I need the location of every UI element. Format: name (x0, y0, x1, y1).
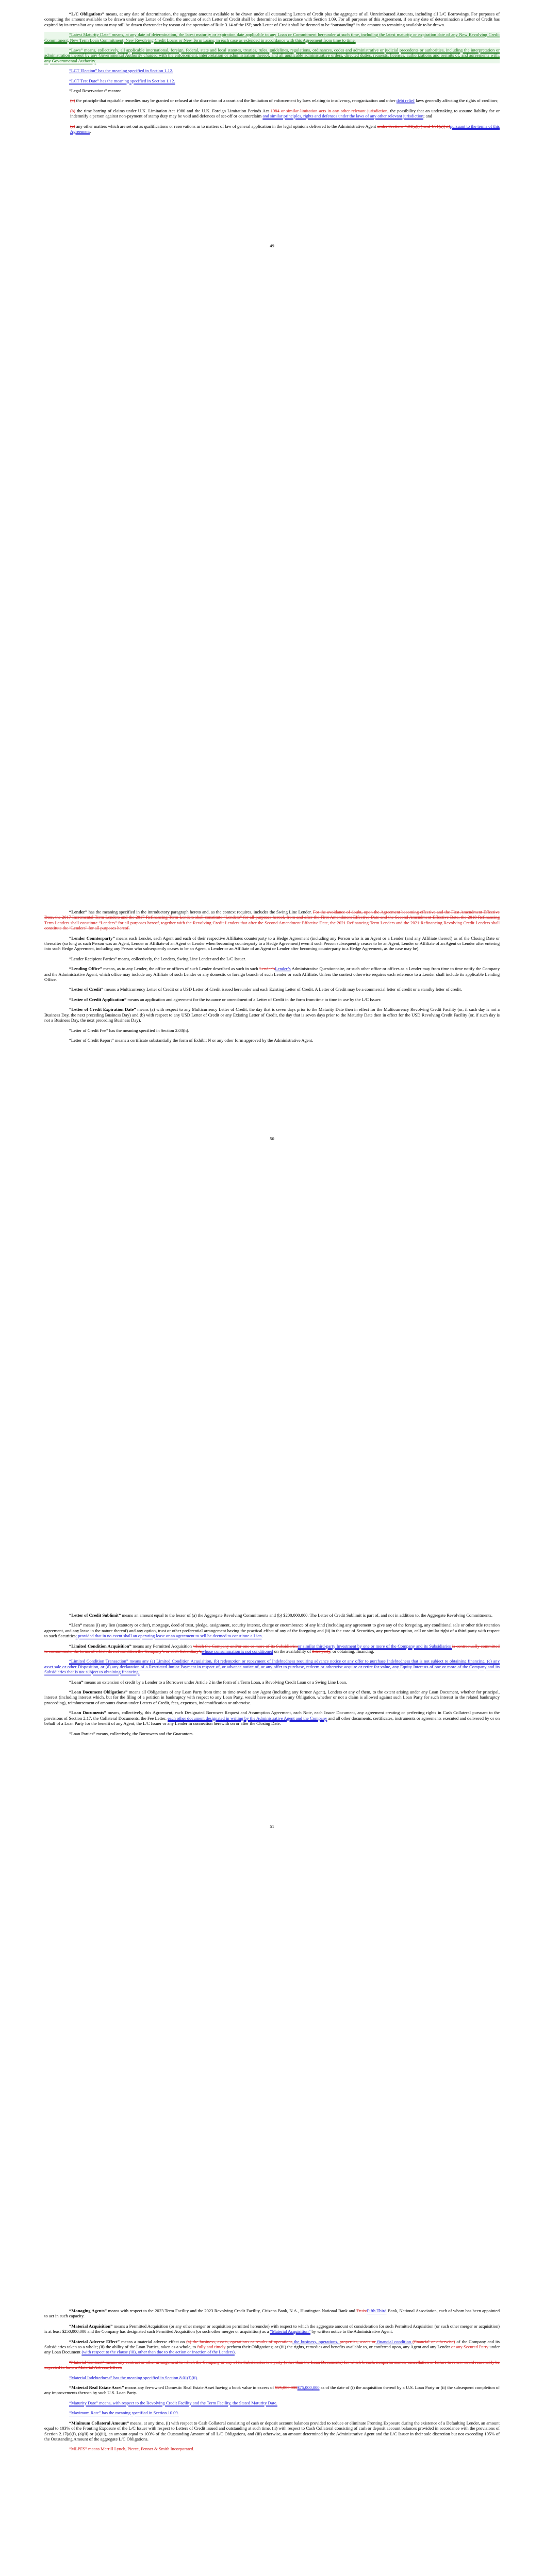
clause-text: ; and (423, 113, 432, 119)
deleted-text: For the avoidance of doubt, upon the Agreement becoming effective and the First Amendment Effective Date, the 2017 Incremental Term Lenders and the 2017 Refinancing Term Lenders shall constitute “Lenders” for all purposes hereof, from and after the First Amendment Effective Date and the Second Amendment Effective Date, the 2018 Refinancing Term Lenders shall constitute “Lenders” for all purposes hereof, together with the Revolving Credit Lenders that after the Second Amendment Effective Date, the 2021 Refinancing Term Lenders and the 2021 Refinancing Revolving Credit Lenders shall constitute the “Lenders” for all purposes hereof. (44, 909, 500, 931)
definition-letter-of-credit-sublimit (44, 1613, 500, 1618)
definition-text: means, at any date of determination, the aggregate amount available to be drawn under all outstanding Letters of Credit plus the aggregate of all Unreimbursed Amounts, including all L/C Borrowings. For purposes of computing the amount available to be drawn under any Letter of Credit, the amount of such Letter of Credit shall be determined in accordance with Section 1.09. For all purposes of this Agreement, if on any date of determination a Letter of Credit has expired by its terms but any amount may still be drawn thereunder by reason of the operation of Rule 3.14 of the ISP, such Letter of Credit shall be deemed to be “outstanding” in the amount so remaining available to be drawn. (44, 11, 500, 27)
clause-text: the principle that equitable remedies may be granted or refused at the discretion of a court and the limitation of enforcement by laws relating to insolvency, reorganization and other (75, 98, 397, 104)
definition-text: means an extension of credit by a Lender to a Borrower under Article 2 in the form of a Term Loan, a Revolving Credit Loan or a Swing Line Loan. (83, 1679, 348, 1685)
definition-legal-reservations (44, 88, 500, 93)
definition-text: . (234, 2349, 236, 2355)
definition-text: as of the date of (i) the acquisition thereof by a U.S. Loan Party or (ii) the subsequent completion of any improvements thereon by such U.S. Loan Party. (44, 2385, 500, 2396)
definition-loan-parties (44, 1731, 500, 1736)
definition-lc-obligations (44, 11, 500, 27)
definition-material-real-estate-asset (44, 2385, 500, 2396)
clause-text: . (90, 129, 91, 134)
inserted-text: “Limited Condition Transaction” means any (a) Limited Condition Acquisition, (b) redemption or repayment of Indebtedness requiring advance notice or any offer to purchase Indebtedness that is not subject to obtaining financing, (c) any asset sale or other Disposition, or (d) any declaration of a Restricted Junior Payment in respect of, or advance notice of, or any offer to purchase, redeem or otherwise acquire or retire for value, any Equity Interests of one or more of the Company and its Subsidiaries that is not subject to obtaining financing. (44, 1658, 500, 1675)
inserted-text: “Material Indebtedness” has the meaning specified in Section 8.01(f)(ii). (69, 2375, 199, 2380)
definition-laws (44, 47, 500, 63)
deleted-text: (a) (70, 98, 75, 104)
clause-text: laws generally affecting the rights of creditors; (414, 98, 499, 104)
page-number: 49 (270, 243, 274, 248)
definition-text: means with respect to the 2023 Term Facility and the 2023 Revolving Credit Facility, Citizens Bank, N.A., Huntington National Bank and (107, 2308, 357, 2313)
definition-text: “Letter of Credit Fee” has the meaning specified in Section 2.03(h). (69, 1027, 189, 1033)
deleted-text: (financial or otherwise) (413, 2338, 455, 2344)
deleted-text: (a) the business, assets, operations or results of operations (186, 2338, 293, 2344)
definition-lien (44, 1622, 500, 1638)
term: “Lending Office” (69, 966, 102, 972)
definition-maturity-date (44, 2400, 500, 2405)
page-number: 51 (270, 1824, 274, 1829)
inserted-text: $75,000,000 (297, 2385, 320, 2391)
definition-material-acquisition (44, 2324, 500, 2334)
definition-text: and all other documents, certificates, instruments or agreements executed and delivered by or on behalf of a Loan Party for the benefit of any Agent, the L/C Issuer or any Lender in connection herewith on or after the Closing Date. (44, 1715, 500, 1726)
definition-text: means, collectively, this Agreement, each Designated Borrower Request and Assumption Agreement, each Note, each Issuer Document, any agreement creating or perfecting rights in Cash Collateral pursuant to the provisions of Section 2.17, the Collateral Documents, the Fee Letter, (44, 1710, 500, 1721)
deleted-text: 1984 or similar limitation acts in any other relevant jurisdiction (270, 108, 388, 113)
definition-text: means, as to any Lender, the office or offices of such Lender described as such in such (102, 966, 259, 972)
deleted-text: or any Secured Party (451, 2344, 489, 2350)
definition-material-contract (44, 2360, 500, 2370)
definition-text: “Legal Reservations” means: (69, 88, 121, 94)
definition-text: means a Permitted Acquisition (or any other merger or acquisition permitted hereunder) with respect to which the aggregate amount of consideration for such Permitted Acquisition (or such other merger or acquisition) is at least $250,000,000 and the Company has designated such Permitted Acquisition (or such other merger or acquisition) as a (44, 2323, 500, 2334)
definition-lender-recipient-parties (44, 956, 500, 961)
term: “Managing Agents” (69, 2308, 107, 2313)
legal-reservations-clause-c (44, 124, 500, 134)
deleted-text: third party (312, 1649, 331, 1654)
definition-text: . (261, 1633, 263, 1639)
document-page-50 (0, 703, 544, 1406)
inserted-text: “Maturity Date” means, with respect to the Revolving Credit Facility and the Term Facility, the Stated Maturity Date. (69, 2400, 277, 2405)
definition-text: means each Lender, each Agent and each of their respective Affiliates counterparty to a Hedge Agreement (including any Person who is an Agent or a Lender (and any Affiliate thereof) as of the Closing Date or thereafter (so long as such Person was an Agent, Lender or Affiliate of an Agent or Lender when becoming counterparty to a Hedge Agreement) even if such Person subsequently ceases to be an Agent, Lender or Affiliate of an Agent or Lender after entering into such Hedge Agreement, including any Person who subsequently ceases to be an Agent, a Lender or an Affiliate of an Agent or Lender after becoming counterparty to a Hedge Agreement, as the case may be). (44, 935, 500, 952)
inserted-text: “LCT Election” has the meaning specified in Section 1.12. (69, 68, 173, 74)
definition-lct-test-date (44, 78, 500, 83)
deleted-text: (c) (70, 123, 75, 129)
term: “Loan Document Obligations” (69, 1689, 128, 1695)
definition-loan (44, 1680, 500, 1685)
definition-text: , or obtaining, financing. (330, 1649, 374, 1654)
deleted-text: fully and timely (197, 2344, 226, 2350)
inserted-text: financial condition (375, 2338, 413, 2344)
definition-letter-of-credit-expiration-date (44, 1007, 500, 1023)
term: “Letter of Credit” (69, 987, 104, 992)
definition-text: has the meaning specified in the introductory paragraph hereto and, as the context requires, includes the Swing Line Lender. (87, 909, 314, 914)
inserted-text: “Latest Maturity Date” means, at any date of determination, the latest maturity or expiration date applicable to any Loan or Commitment hereunder at such time, including the latest maturity or expiration date of any New Revolving Credit Commitment, New Term Loan Commitment, New Revolving Credit Loans or New Term Loans, in each case as extended in accordance with this Agreement from time to time. (44, 32, 500, 43)
term: “Lender” (69, 909, 88, 914)
definition-loan-document-obligations (44, 1689, 500, 1705)
definition-minimum-collateral-amount (44, 2420, 500, 2442)
inserted-text: “LCT Test Date” has the meaning specified in Section 1.12. (69, 78, 175, 83)
document-page-52 (0, 2110, 544, 2576)
definition-material-indebtedness (44, 2375, 500, 2380)
inserted-text: pursuant to the terms of this Agreement (70, 123, 500, 134)
term: “Minimum Collateral Amount” (69, 2420, 129, 2426)
inserted-text: ; provided that in no event shall an operating lease or an agreement to sell be deemed to constitute a Lien (75, 1633, 262, 1639)
definition-limited-condition-transaction (44, 1658, 500, 1674)
inserted-text: (with respect to the clause (iii), other than due to the action or inaction of the Lenders) (81, 2349, 235, 2355)
definition-text: means all Obligations of any Loan Party from time to time owed to any Agent (including any former Agent), Lenders or any of them, to the extent arising under any Loan Document, whether for principal, interest (including interest which, but for the filing of a petition in bankruptcy with respect to any Loan Party, would have accrued on any Obligation, whether or not a claim is allowed against such Loan Party for such interest in the related bankruptcy proceeding), reimbursement of amounts drawn under Letters of Credit, fees, expenses, indemnification or otherwise. (44, 1689, 500, 1705)
deleted-text: “MLPFS” means Merrill Lynch, Pierce, Fenner & Smith Incorporated. (69, 2446, 194, 2452)
inserted-text: and similar principles, rights and defenses under the laws of any other relevant jurisdiction (262, 113, 424, 119)
definition-text: means (i) any lien (statutory or other), mortgage, deed of trust, pledge, assignment, security interest, charge or encumbrance of any kind (including any agreement to give any of the foregoing, any conditional sale or other title retention agreement, and any lease in the nature thereof) and any option, trust or other preferential arrangement having the practical effect of any of the foregoing and (ii) in the case of Securities, any purchase option, call or similar right of a third party with respect to such Securities (44, 1622, 500, 1639)
inserted-text: “Laws” means, collectively, all applicable international, foreign, federal, state and local statutes, treaties, rules, guidelines, regulations, ordinances, codes and administrative or judicial precedents or authorities, including the interpretation or administration thereof by any Governmental Authority charged with the enforcement, interpretation or administration thereof, and all applicable administrative orders, directed duties, requests, licenses, authorizations and permits of, and agreements with, any Governmental Authority. (44, 47, 500, 63)
definition-loan-documents (44, 1710, 500, 1726)
clause-text: any other matters which are set out as qualifications or reservations as to matters of law of general application in the legal opinions delivered to the Administrative Agent (75, 123, 377, 129)
term: “Letter of Credit Application” (69, 996, 127, 1002)
document-page-51 (0, 1406, 544, 2110)
definition-letter-of-credit (44, 987, 500, 992)
inserted-text: debt relief (396, 98, 415, 104)
definition-text: Bank, National Association, each of whom has been appointed to act in such capacity. (44, 2308, 500, 2319)
definition-limited-condition-acquisition (44, 1643, 500, 1654)
definition-text: “Letter of Credit Report” means a certificate substantially the form of Exhibit N or any other form approved by the Administrative Agent. (69, 1037, 314, 1043)
inserted-text: “Material Acquisition” (270, 2329, 311, 2334)
term: “Loan Documents” (69, 1710, 106, 1716)
deleted-text: under Sections 4.01(a)(v) and 4.01(a)(vi) (377, 123, 450, 129)
inserted-text: the business, operations, (292, 2338, 340, 2344)
clause-text: the time barring of claims under U.K. Limitation Act 1980 and the U.K. Foreign Limitation Periods Act (75, 108, 271, 113)
definition-text: means an amount equal to the lesser of (a) the Aggregate Revolving Commitments and (b) $200,000,000. The Letter of Credit Sublimit is part of, and not in addition to, the Aggregate Revolving Commitments. (121, 1613, 493, 1618)
definition-text: “Loan Parties” means, collectively, the Borrowers and the Guarantors. (69, 1731, 194, 1736)
term: “Material Adverse Effect” (69, 2338, 120, 2344)
definition-text: by written notice to the Administrative Agent. (310, 2329, 393, 2334)
inserted-text: each other document designated in writing by the Administrative Agent and the Company (168, 1715, 327, 1721)
term: “Material Acquisition” (69, 2323, 113, 2329)
definition-lender (44, 909, 500, 931)
term: “Loan” (69, 1679, 84, 1685)
definition-letter-of-credit-fee (44, 1028, 500, 1033)
definition-text: means a Multicurrency Letter of Credit or a USD Letter of Credit issued hereunder and each Existing Letter of Credit. A Letter of Credit may be a commercial letter of credit or a standby letter of credit. (103, 987, 462, 992)
clause-text: , the possibility that an undertaking to assume liability for or indemnify a person against non-payment of stamp duty may be void and defences of set-off or counterclaim (70, 108, 500, 119)
definition-text: means, at any time, (i) with respect to Cash Collateral consisting of cash or deposit account balances provided to reduce or eliminate Fronting Exposure during the existence of a Defaulting Lender, an amount equal to 103% of the Fronting Exposure of the L/C Issuer with respect to Letters of Credit issued and outstanding at such time, (ii) with respect to Cash Collateral consisting of cash or deposit account balances provided in accordance with the provisions of Section 2.17(a)(i), (a)(ii) or (a)(iii), an amount equal to 103% of the Outstanding Amount of all L/C Obligations, and (iii) otherwise, an amount determined by the Administrative Agent and the L/C Issuer in their sole discretion but not exceeding 105% of the Outstanding Amount of the aggregate L/C Obligations. (44, 2420, 500, 2442)
page-number: 50 (270, 1136, 274, 1141)
definition-mlpfs (44, 2446, 500, 2451)
definition-lender-counterparty (44, 936, 500, 952)
definition-text: of the Company and its Subsidiaries taken as a whole; (ii) the ability of the Loan Parties, taken as a whole, to (44, 2338, 500, 2350)
deleted-text: (b) (70, 108, 76, 113)
deleted-text: is contractually committed to consummate, the terms of which do not condition the Company’s or such Subsidiary’s (44, 1643, 500, 1654)
document-page-49 (0, 0, 544, 703)
definition-text: on the availability of (273, 1649, 312, 1654)
definition-text: means any fee-owned Domestic Real Estate Asset having a book value in excess of (124, 2385, 275, 2391)
definition-maximum-rate (44, 2410, 500, 2415)
definition-material-adverse-effect (44, 2339, 500, 2355)
inserted-text: “Maximum Rate” has the meaning specified in Section 10.09. (69, 2410, 179, 2416)
term: “Limited Condition Acquisition” (69, 1643, 131, 1649)
inserted-text: or similar third-party Investment (298, 1643, 356, 1649)
deleted-text: properties, assets or (339, 2338, 376, 2344)
definition-text: means (a) with respect to any Multicurrency Letter of Credit, the day that is seven days prior to the Maturity Date then in effect for the Multicurrency Revolving Credit Facility (or, if such day is not a Business Day, the next preceding Business Day) and (b) with respect to any USD Letter of Credit or any Existing Letter of Credit, the day that is seven days prior to the Maturity Date then in effect for the USD Revolving Credit Facility (or, if such day is not a Business Day, the next preceding Business Day). (44, 1007, 500, 1023)
definition-lct-election (44, 68, 500, 73)
term: “Letter of Credit Sublimit” (69, 1613, 121, 1618)
term: “Letter of Credit Expiration Date” (69, 1007, 136, 1012)
definition-latest-maturity-date (44, 32, 500, 43)
inserted-text: Fifth Third (367, 2308, 387, 2313)
deleted-text: Truist (356, 2308, 367, 2313)
definition-letter-of-credit-application (44, 997, 500, 1002)
definition-text: means a material adverse effect on (120, 2338, 187, 2344)
definition-managing-agents (44, 2308, 500, 2319)
deleted-text: $25,000,000 (275, 2385, 298, 2391)
definition-letter-of-credit-report (44, 1038, 500, 1043)
definition-text: means any Permitted Acquisition (131, 1643, 193, 1649)
definition-text: perform their Obligations; or (iii) the rights, remedies and benefits available to, or conferred upon, any Agent and any Lender (225, 2344, 452, 2350)
term: “Lien” (69, 1622, 83, 1628)
definition-lending-office (44, 966, 500, 982)
definition-text: under any Loan Document (44, 2344, 500, 2355)
deleted-text: which the Company and/or one or more of its Subsidiaries (193, 1643, 298, 1649)
definition-text: means an application and agreement for the issuance or amendment of a Letter of Credit in the form from time to time in use by the L/C Issuer. (126, 996, 382, 1002)
deleted-text: Lender’s (259, 966, 275, 972)
definition-text: “Lender Recipient Parties” means, collectively, the Lenders, Swing Line Lender and the L/C Issuer. (69, 956, 246, 961)
inserted-text: Lender’s (275, 966, 291, 972)
inserted-text: by one or more of the Company and its Subsidiaries (356, 1643, 452, 1649)
legal-reservations-clause-b (44, 108, 500, 119)
term: “Lender Counterparty” (69, 935, 115, 941)
inserted-text: whose consummation is not conditioned (202, 1649, 273, 1654)
definition-text: Administrative Questionnaire, or such other office or offices as a Lender may from time to time notify the Company and the Administrative Agent, which office may include any Affiliate of such Lender or any domestic or foreign branch of such Lender or such Affiliate. Unless the context otherwise requires each reference to a Lender shall include its applicable Lending Office. (44, 966, 500, 982)
term: “L/C Obligations” (69, 11, 105, 16)
legal-reservations-clause-a (44, 98, 500, 103)
term: “Material Real Estate Asset” (69, 2385, 124, 2391)
deleted-text: “Material Contract” means any contract or other arrangement to which the Company or any of its Subsidiaries is a party (other than the Loan Documents) for which breach, nonperformance, cancellation or failure to renew could reasonably be expected to have a Material Adverse Effect. (44, 2359, 500, 2370)
